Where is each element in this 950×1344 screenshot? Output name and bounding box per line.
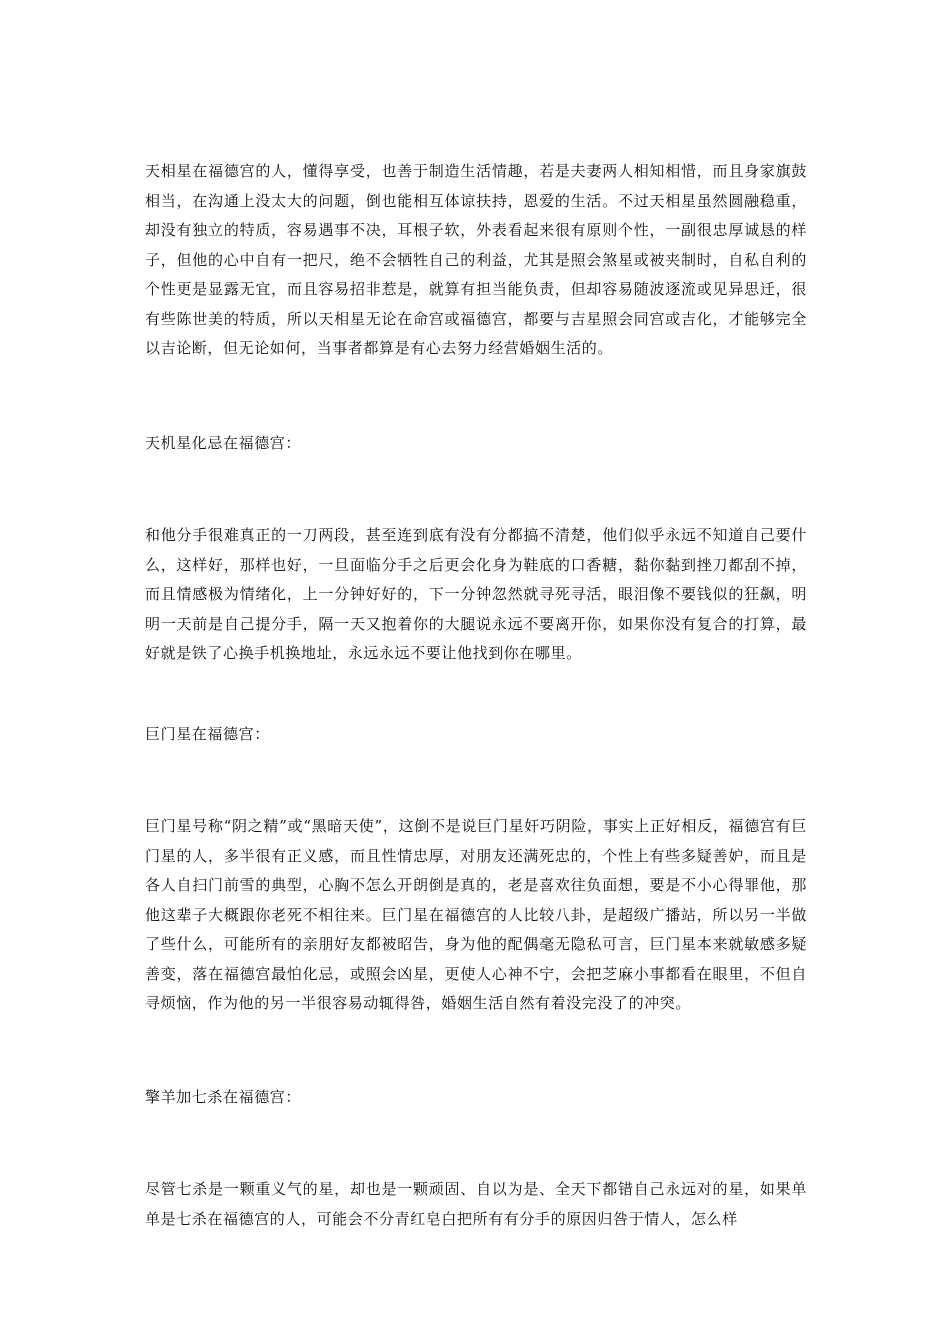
- heading-jumen: 巨门星在福德宫：: [145, 725, 270, 743]
- paragraph-tianxiang: 天相星在福德宫的人，懂得享受，也善于制造生活情趣，若是夫妻两人相知相惜，而且身家旗鼓相当，在沟通上没太大的问题，倒也能相互体谅扶持，恩爱的生活。不过天相星虽然圆融稳重，却没有独立的特质，容易遇事不决，耳根子软，外表看起来很有原则个性，一副很忠厚诚恳的样子，但他的心中自有一把尺，绝不会牺牲自己的利益，尤其是照会煞星或被夹制时，自私自利的个性更是显露无宜，而且容易招非惹是，就算有担当能负责，但却容易随波逐流或见异思迁，很有些陈世美的特质，所以天相星无论在命宫或福德宫，都要与吉星照会同宫或吉化，才能够完全以吉论断，但无论如何，当事者都算是有心去努力经营婚姻生活的。: [145, 162, 807, 357]
- heading-tianji-huaji: 天机星化忌在福德宫：: [145, 434, 302, 452]
- heading-qingyang-qisha: 擎羊加七杀在福德宫：: [145, 1088, 302, 1106]
- paragraph-tianji-huaji: 和他分手很难真正的一刀两段，甚至连到底有没有分都搞不清楚，他们似乎永远不知道自己要什么，这样好，那样也好，一旦面临分手之后更会化身为鞋底的口香糖，黏你黏到挫刀都刮不掉，而且情感极为情绪化，上一分钟好好的，下一分钟忽然就寻死寻活，眼泪像不要钱似的狂飙，明明一天前是自己提分手，隔一天又抱着你的大腿说永远不要离开你，如果你没有复合的打算，最好就是铁了心换手机换地址，永远永远不要让他找到你在哪里。: [145, 526, 807, 662]
- paragraph-jumen: 巨门星号称“阴之精”或“黑暗天使”，这倒不是说巨门星奸巧阴险，事实上正好相反，福德宫有巨门星的人，多半很有正义感，而且性情忠厚，对朋友还满死忠的，个性上有些多疑善妒，而且是各人自扫门前雪的典型，心胸不怎么开朗倒是真的，老是喜欢往负面想，要是不小心得罪他，那他这辈子大概跟你老死不相往来。巨门星在福德宫的人比较八卦，是超级广播站，所以另一半做了些什么，可能所有的亲朋好友都被昭告，身为他的配偶毫无隐私可言，巨门星本来就敏感多疑善变，落在福德宫最怕化忌，或照会凶星，更使人心神不宁，会把芝麻小事都看在眼里，不但自寻烦恼，作为他的另一半很容易动辄得咎，婚姻生活自然有着没完没了的冲突。: [145, 817, 807, 1012]
- paragraph-qingyang-qisha: 尽管七杀是一颗重义气的星，却也是一颗顽固、自以为是、全天下都错自己永远对的星，如果单单是七杀在福德宫的人，可能会不分青红皂白把所有有分手的原因归咎于情人，怎么样: [145, 1180, 807, 1228]
